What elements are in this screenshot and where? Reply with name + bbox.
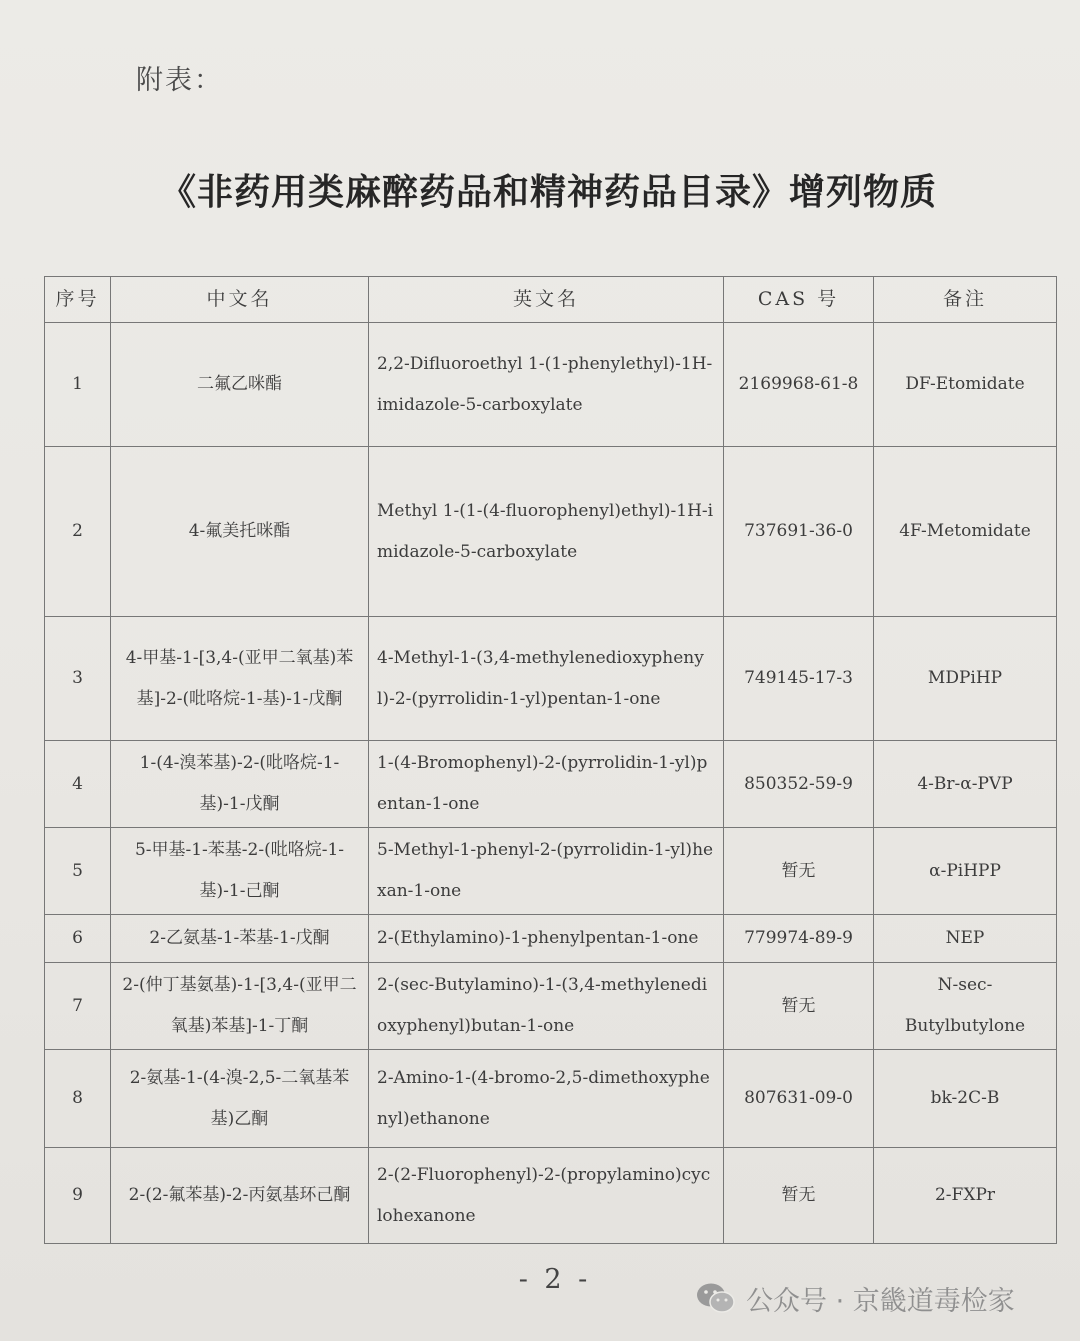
wechat-icon <box>696 1281 736 1315</box>
header-no: 序号 <box>45 277 111 323</box>
cell-note: NEP <box>874 915 1057 963</box>
cell-cas: 779974-89-9 <box>724 915 874 963</box>
cell-cas: 850352-59-9 <box>724 741 874 828</box>
cell-cas: 737691-36-0 <box>724 447 874 617</box>
table-header-row <box>45 277 1057 323</box>
cell-cn-name: 4-氟美托咪酯 <box>111 447 369 617</box>
table-row <box>45 963 1057 1050</box>
cell-cn-name: 2-氨基-1-(4-溴-2,5-二氧基苯基)乙酮 <box>111 1050 369 1148</box>
cell-note: 4-Br-α-PVP <box>874 741 1057 828</box>
cell-cn-name: 2-(2-氟苯基)-2-丙氨基环己酮 <box>111 1148 369 1244</box>
table-row <box>45 1148 1057 1244</box>
table-row <box>45 741 1057 828</box>
header-en-name: 英文名 <box>369 277 724 323</box>
cell-note: N-sec-Butylbutylone <box>874 963 1057 1050</box>
cell-no: 4 <box>45 741 111 828</box>
cell-en-name: 2-(sec-Butylamino)-1-(3,4-methylenedioxyphenyl)butan-1-one <box>369 963 724 1050</box>
cell-cas: 暂无 <box>724 828 874 915</box>
document-title: 《非药用类麻醉药品和精神药品目录》增列物质 <box>160 171 938 213</box>
table-row <box>45 828 1057 915</box>
cell-en-name: 2,2-Difluoroethyl 1-(1-phenylethyl)-1H-imidazole-5-carboxylate <box>369 323 724 447</box>
cell-en-name: 2-(Ethylamino)-1-phenylpentan-1-one <box>369 915 724 963</box>
cell-no: 9 <box>45 1148 111 1244</box>
cell-note: α-PiHPP <box>874 828 1057 915</box>
cell-cn-name: 4-甲基-1-[3,4-(亚甲二氧基)苯基]-2-(吡咯烷-1-基)-1-戊酮 <box>111 617 369 741</box>
cell-cn-name: 2-(仲丁基氨基)-1-[3,4-(亚甲二氧基)苯基]-1-丁酮 <box>111 963 369 1050</box>
header-cas: CAS 号 <box>724 277 874 323</box>
table-row <box>45 617 1057 741</box>
cell-cn-name: 二氟乙咪酯 <box>111 323 369 447</box>
cell-en-name: 5-Methyl-1-phenyl-2-(pyrrolidin-1-yl)hexan-1-one <box>369 828 724 915</box>
cell-cas: 暂无 <box>724 963 874 1050</box>
cell-cn-name: 5-甲基-1-苯基-2-(吡咯烷-1-基)-1-己酮 <box>111 828 369 915</box>
cell-note: DF-Etomidate <box>874 323 1057 447</box>
cell-cas: 暂无 <box>724 1148 874 1244</box>
table-row <box>45 447 1057 617</box>
catalog-table <box>44 276 1057 1244</box>
cell-cas: 749145-17-3 <box>724 617 874 741</box>
cell-en-name: 1-(4-Bromophenyl)-2-(pyrrolidin-1-yl)pentan-1-one <box>369 741 724 828</box>
cell-no: 8 <box>45 1050 111 1148</box>
cell-note: 4F-Metomidate <box>874 447 1057 617</box>
cell-no: 7 <box>45 963 111 1050</box>
cell-en-name: 2-(2-Fluorophenyl)-2-(propylamino)cyclohexanone <box>369 1148 724 1244</box>
cell-en-name: 2-Amino-1-(4-bromo-2,5-dimethoxyphenyl)ethanone <box>369 1050 724 1148</box>
page-number: - 2 - <box>518 1264 592 1295</box>
catalog-table-wrapper <box>44 276 1056 1244</box>
cell-no: 3 <box>45 617 111 741</box>
cell-no: 2 <box>45 447 111 617</box>
annex-label: 附表： <box>136 65 223 96</box>
header-cn-name: 中文名 <box>111 277 369 323</box>
cell-note: MDPiHP <box>874 617 1057 741</box>
cell-en-name: 4-Methyl-1-(3,4-methylenedioxyphenyl)-2-(pyrrolidin-1-yl)pentan-1-one <box>369 617 724 741</box>
cell-note: 2-FXPr <box>874 1148 1057 1244</box>
watermark <box>696 1278 1015 1318</box>
cell-note: bk-2C-B <box>874 1050 1057 1148</box>
header-note: 备注 <box>874 277 1057 323</box>
table-row <box>45 1050 1057 1148</box>
table-row <box>45 915 1057 963</box>
cell-en-name: Methyl 1-(1-(4-fluorophenyl)ethyl)-1H-imidazole-5-carboxylate <box>369 447 724 617</box>
cell-cn-name: 2-乙氨基-1-苯基-1-戊酮 <box>111 915 369 963</box>
cell-no: 5 <box>45 828 111 915</box>
watermark-text: 公众号 · 京畿道毒检家 <box>746 1285 1015 1317</box>
cell-cn-name: 1-(4-溴苯基)-2-(吡咯烷-1-基)-1-戊酮 <box>111 741 369 828</box>
cell-no: 6 <box>45 915 111 963</box>
table-row <box>45 323 1057 447</box>
cell-no: 1 <box>45 323 111 447</box>
cell-cas: 807631-09-0 <box>724 1050 874 1148</box>
cell-cas: 2169968-61-8 <box>724 323 874 447</box>
